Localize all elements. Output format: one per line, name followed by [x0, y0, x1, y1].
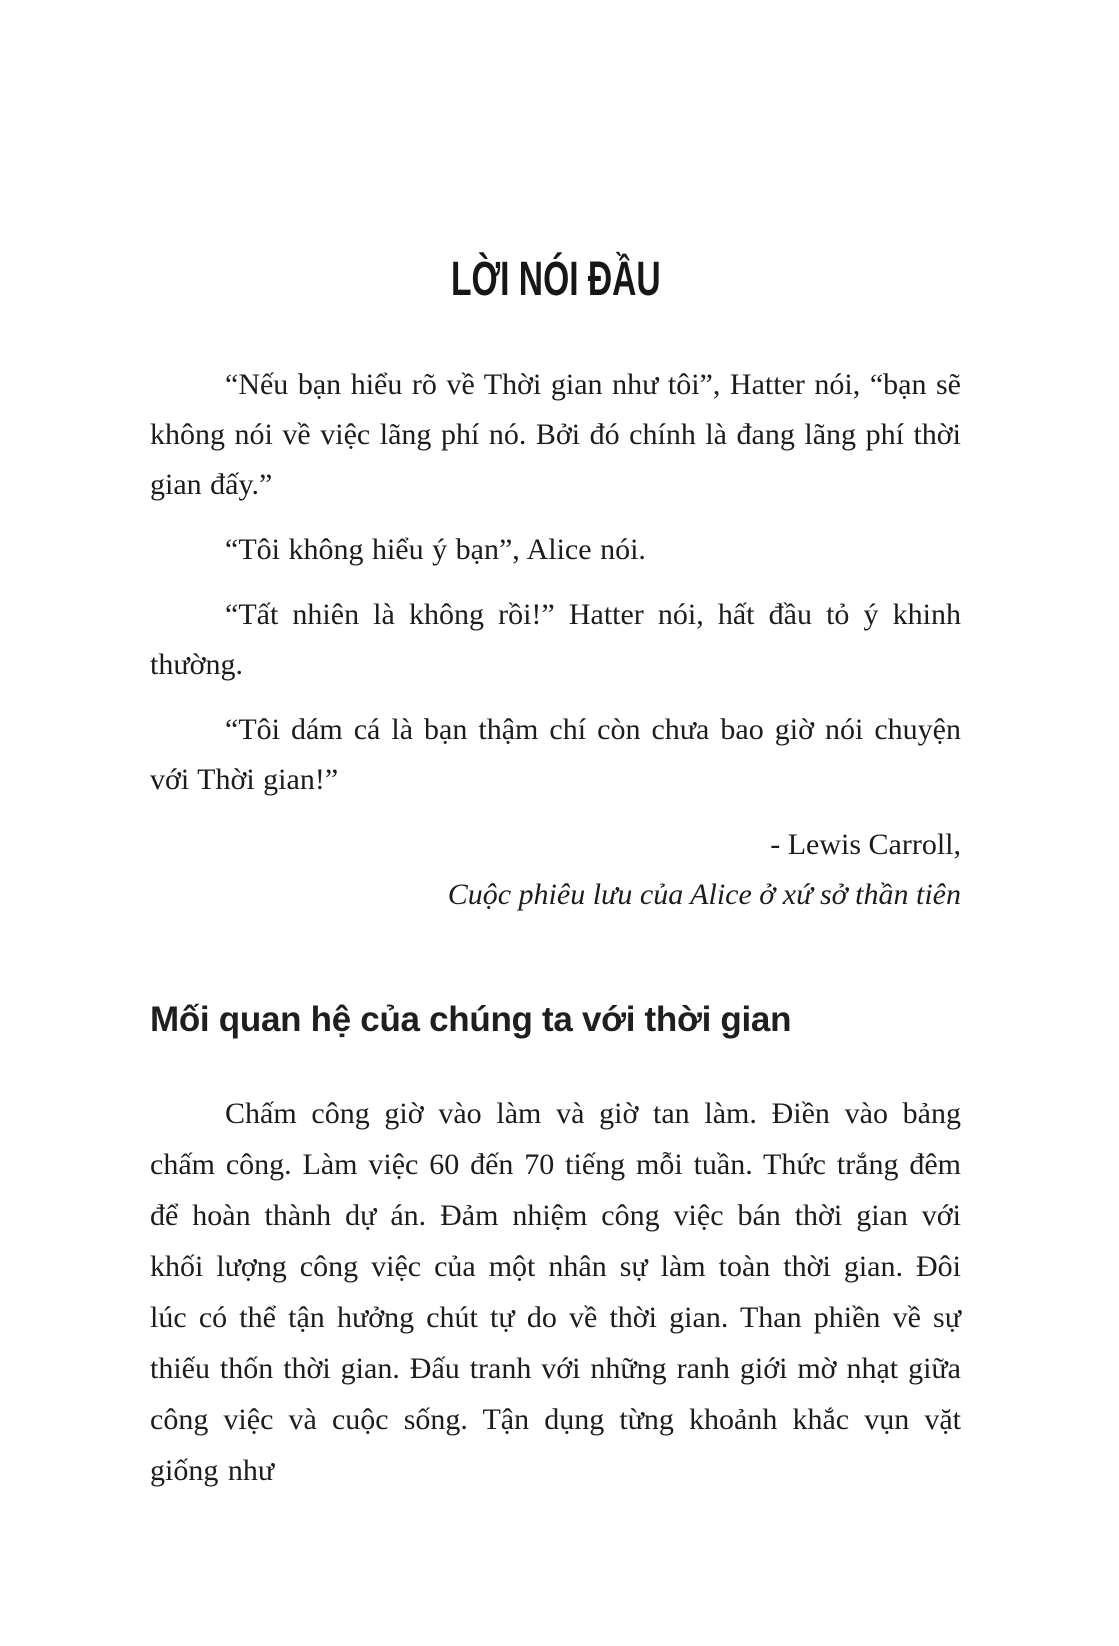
attribution-work: Cuộc phiêu lưu của Alice ở xứ sở thần tiên [447, 878, 961, 911]
quote-paragraph-1: “Nếu bạn hiểu rõ về Thời gian như tôi”, Hatter nói, “bạn sẽ không nói về việc lãng phí nó. Bởi đó chính là đang lãng phí thời gian đấy.” [150, 368, 961, 501]
attribution-author: - Lewis Carroll, [770, 828, 961, 861]
chapter-title [150, 252, 961, 308]
quote-attribution [150, 820, 961, 920]
section-heading: Mối quan hệ của chúng ta với thời gian [150, 1000, 792, 1039]
quote-paragraph-3: “Tất nhiên là không rồi!” Hatter nói, hất đầu tỏ ý khinh thường. [150, 598, 961, 681]
section-paragraph: Chấm công giờ vào làm và giờ tan làm. Điền vào bảng chấm công. Làm việc 60 đến 70 tiếng mỗi tuần. Thức trắng đêm để hoàn thành dự án. Đảm nhiệm công việc bán thời gian với khối lượng công việc của một nhân sự làm toàn thời gian. Đôi lúc có thể tận hưởng chút tự do về thời gian. Than phiền về sự thiếu thốn thời gian. Đấu tranh với những ranh giới mờ nhạt giữa công việc và cuộc sống. Tận dụng từng khoảnh khắc vụn vặt giống như [150, 1097, 961, 1487]
quote-paragraph-4: “Tôi dám cá là bạn thậm chí còn chưa bao giờ nói chuyện với Thời gian!” [150, 713, 961, 796]
quote-paragraph-2: “Tôi không hiểu ý bạn”, Alice nói. [225, 533, 646, 566]
chapter-title-text: LỜI NÓI ĐẦU [450, 253, 661, 306]
page-content [150, 252, 961, 1496]
